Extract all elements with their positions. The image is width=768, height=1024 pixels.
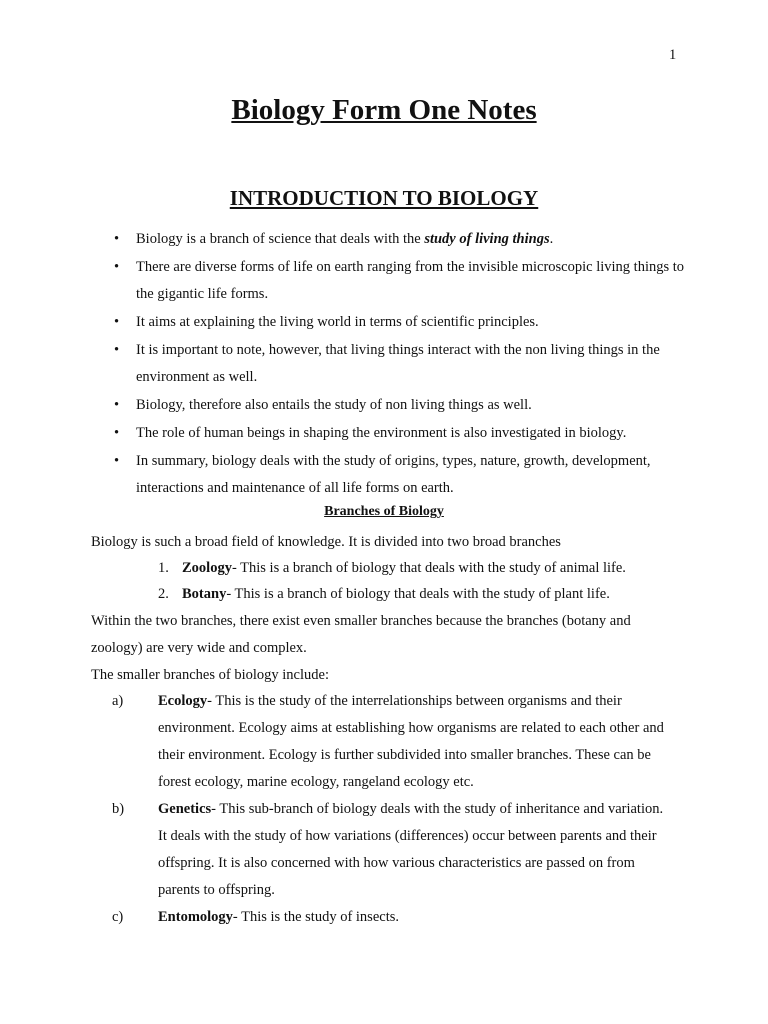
bullet-text: The role of human beings in shaping the environment is also investigated in biology.	[136, 425, 627, 441]
smaller-branches-intro: The smaller branches of biology include:	[91, 667, 329, 683]
item-number: 1.	[158, 560, 169, 576]
bullet-icon: •	[114, 342, 120, 358]
list-item	[158, 555, 678, 581]
bullet-icon: •	[114, 314, 120, 330]
bullet-text: There are diverse forms of life on earth ranging from the invisible microscopic living things to the gigantic life forms.	[136, 259, 685, 302]
bullet-text-end: .	[549, 231, 554, 247]
bullet-text: It aims at explaining the living world in terms of scientific principles.	[136, 314, 539, 330]
term-definition: - This sub-branch of biology deals with the study of inheritance and variation. It deals with the study of how variations (differences) occur between parents and their offspring. It is also concerned with how various characteristics are passed on from parents to offspring.	[158, 801, 664, 898]
within-branches-paragraph: Within the two branches, there exist even smaller branches because the branches (botany and zoology) are very wide and complex.	[91, 613, 631, 656]
list-item	[112, 688, 672, 796]
bullet-text: It is important to note, however, that living things interact with the non living things in the environment as well.	[136, 342, 660, 385]
bullet-text: Biology, therefore also entails the study of non living things as well.	[136, 397, 532, 413]
term-label: Entomology	[158, 909, 233, 925]
item-number: 2.	[158, 586, 169, 602]
bullet-text: In summary, biology deals with the study of origins, types, nature, growth, development, interactions and maintenance of all life forms on earth.	[136, 453, 651, 496]
item-letter: a)	[112, 693, 124, 709]
term-definition: - This is a branch of biology that deals with the study of plant life.	[226, 586, 610, 602]
list-item	[114, 392, 688, 419]
smaller-branches-list	[112, 688, 672, 931]
list-item	[112, 796, 672, 904]
branches-intro: Biology is such a broad field of knowledge. It is divided into two broad branches	[91, 534, 561, 550]
bullet-icon: •	[114, 425, 120, 441]
list-item	[114, 337, 688, 391]
list-item	[114, 226, 688, 253]
term-definition: - This is the study of insects.	[232, 909, 399, 925]
list-item	[114, 309, 688, 336]
term-definition: - This is the study of the interrelationships between organisms and their environment. Ecology aims at establishing how organisms are related to each other and their environment. Ecology is further subdivided into smaller branches. These can be forest ecology, marine ecology, rangeland ecology etc.	[158, 693, 664, 790]
section-heading: INTRODUCTION TO BIOLOGY	[229, 186, 539, 210]
bullet-icon: •	[114, 231, 120, 247]
bullet-icon: •	[114, 453, 120, 469]
term-label: Ecology	[158, 693, 208, 709]
emphasis-text: study of living things	[424, 231, 550, 247]
list-item	[114, 254, 688, 308]
intro-bullet-list	[114, 226, 688, 503]
list-item	[158, 581, 678, 607]
term-label: Botany	[182, 586, 227, 602]
item-letter: b)	[112, 801, 125, 817]
list-item	[114, 448, 688, 502]
bullet-icon: •	[114, 259, 120, 275]
term-label: Zoology	[182, 560, 232, 576]
bullet-icon: •	[114, 397, 120, 413]
list-item	[114, 420, 688, 447]
term-definition: - This is a branch of biology that deals with the study of animal life.	[231, 560, 626, 576]
branches-heading: Branches of Biology	[324, 504, 444, 519]
list-item	[112, 904, 672, 931]
item-letter: c)	[112, 909, 124, 925]
main-branches-list	[158, 555, 678, 607]
bullet-text: Biology is a branch of science that deals with the	[136, 231, 425, 247]
document-title: Biology Form One Notes	[231, 94, 537, 126]
term-label: Genetics	[158, 801, 212, 817]
page-number: 1	[669, 47, 677, 63]
